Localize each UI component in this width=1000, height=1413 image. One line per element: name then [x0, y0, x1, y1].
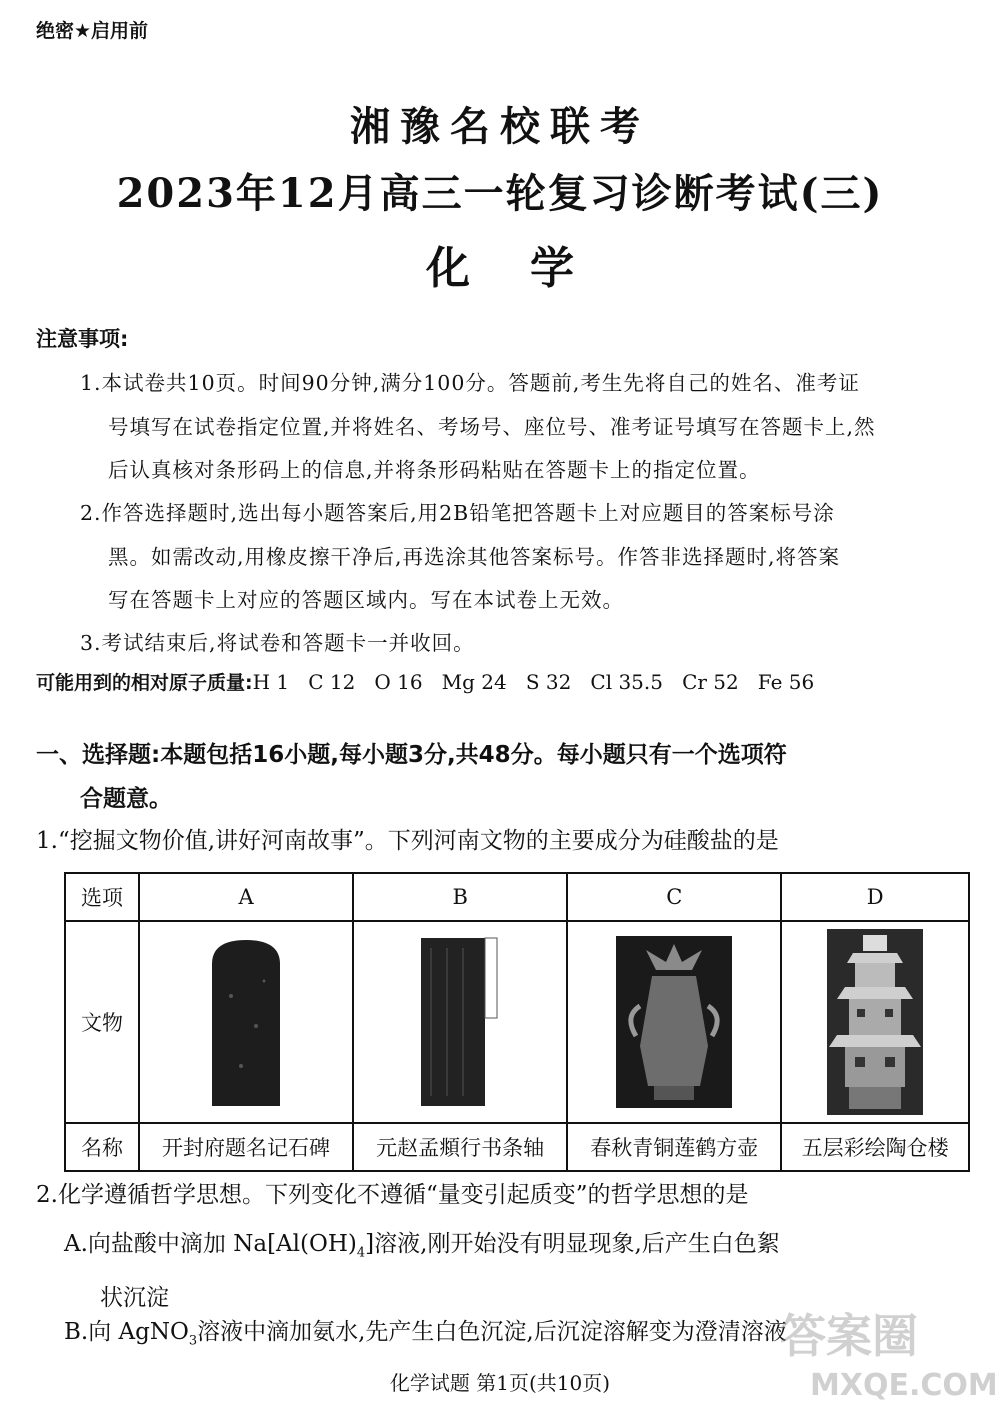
option-A-text-pre: A.向盐酸中滴加 Na[Al(OH) [64, 1231, 357, 1257]
artifact-name-C: 春秋青铜莲鹤方壶 [567, 1123, 781, 1171]
notice-item-1-line-3: 后认真核对条形码上的信息,并将条形码粘贴在答题卡上的指定位置。 [108, 458, 761, 482]
table-row-names [65, 1123, 969, 1171]
option-A: A [139, 873, 353, 921]
artifact-image-D [781, 921, 969, 1123]
atomic-masses-values: H 1 C 12 O 16 Mg 24 S 32 Cl 35.5 Cr 52 Fe 56 [252, 670, 815, 694]
notice-item-1-line-2: 号填写在试卷指定位置,并将姓名、考场号、座位号、准考证号填写在答题卡上,然 [108, 414, 876, 439]
exam-title: 湘豫名校联考 [350, 103, 650, 150]
subject-title: 化学 [426, 243, 634, 294]
calligraphy-scroll-image [417, 936, 503, 1108]
table-row-options [65, 873, 969, 921]
atomic-masses-label: 可能用到的相对原子质量: [36, 672, 253, 694]
row-label-name: 名称 [65, 1123, 139, 1171]
notice-item-2-line-2: 黑。如需改动,用橡皮擦干净后,再选涂其他答案标号。作答非选择题时,将答案 [108, 544, 841, 569]
stone-stele-image [206, 936, 286, 1108]
notice-item-2-line-3: 写在答题卡上对应的答题区域内。写在本试卷上无效。 [108, 588, 624, 612]
watermark-logo: 答案圈 [780, 1309, 918, 1363]
option-B-text-post: 溶液中滴加氨水,先产生白色沉淀,后沉淀溶解变为澄清溶液 [197, 1319, 787, 1345]
option-C: C [567, 873, 781, 921]
notice-item-2-line-1: 2.作答选择题时,选出每小题答案后,用2B铅笔把答题卡上对应题目的答案标号涂 [80, 501, 835, 525]
artifact-image-B [353, 921, 567, 1123]
atomic-masses [36, 668, 814, 695]
option-B-text-pre: B.向 AgNO [64, 1319, 189, 1345]
artifact-table [64, 872, 970, 1172]
table-row-artifacts [65, 921, 969, 1123]
option-A-line-2: 状沉淀 [100, 1284, 169, 1311]
pottery-granary-tower-image [827, 929, 923, 1115]
question-2-stem: 2.化学遵循哲学思想。下列变化不遵循“量变引起质变”的哲学思想的是 [36, 1182, 749, 1208]
option-A-subscript: 4 [356, 1245, 366, 1261]
section-heading-line-2: 合题意。 [80, 786, 172, 812]
option-A-text-post: ]溶液,刚开始没有明显现象,后产生白色絮 [365, 1231, 780, 1257]
artifact-name-D: 五层彩绘陶仓楼 [781, 1123, 969, 1171]
notice-item-2 [80, 492, 970, 623]
page-footer: 化学试题 第1页(共10页) [389, 1371, 611, 1395]
notice-heading: 注意事项: [36, 327, 129, 351]
confidential-label: 绝密★启用前 [36, 20, 149, 42]
artifact-name-A: 开封府题名记石碑 [139, 1123, 353, 1171]
question-1-stem: 1.“挖掘文物价值,讲好河南故事”。下列河南文物的主要成分为硅酸盐的是 [36, 828, 779, 854]
row-label-artifact: 文物 [65, 921, 139, 1123]
artifact-image-A [139, 921, 353, 1123]
section-heading [36, 733, 976, 821]
row-label-option: 选项 [65, 873, 139, 921]
watermark-url: MXQE.COM [810, 1368, 998, 1403]
artifact-name-B: 元赵孟頫行书条轴 [353, 1123, 567, 1171]
option-B-subscript: 3 [188, 1333, 198, 1349]
notice-item-1 [80, 362, 970, 493]
notice-item-1-line-1: 1.本试卷共10页。时间90分钟,满分100分。答题前,考生先将自己的姓名、准考证 [80, 371, 860, 395]
section-heading-line-1: 一、选择题:本题包括16小题,每小题3分,共48分。每小题只有一个选项符 [36, 742, 787, 768]
bronze-vessel-image [616, 936, 732, 1108]
exam-subtitle: 2023年12月高三一轮复习诊断考试(三) [116, 170, 884, 217]
notice-item-3 [80, 622, 970, 666]
option-D: D [781, 873, 969, 921]
artifact-image-C [567, 921, 781, 1123]
notice-item-3-line-1: 3.考试结束后,将试卷和答题卡一并收回。 [80, 631, 475, 655]
option-B: B [353, 873, 567, 921]
